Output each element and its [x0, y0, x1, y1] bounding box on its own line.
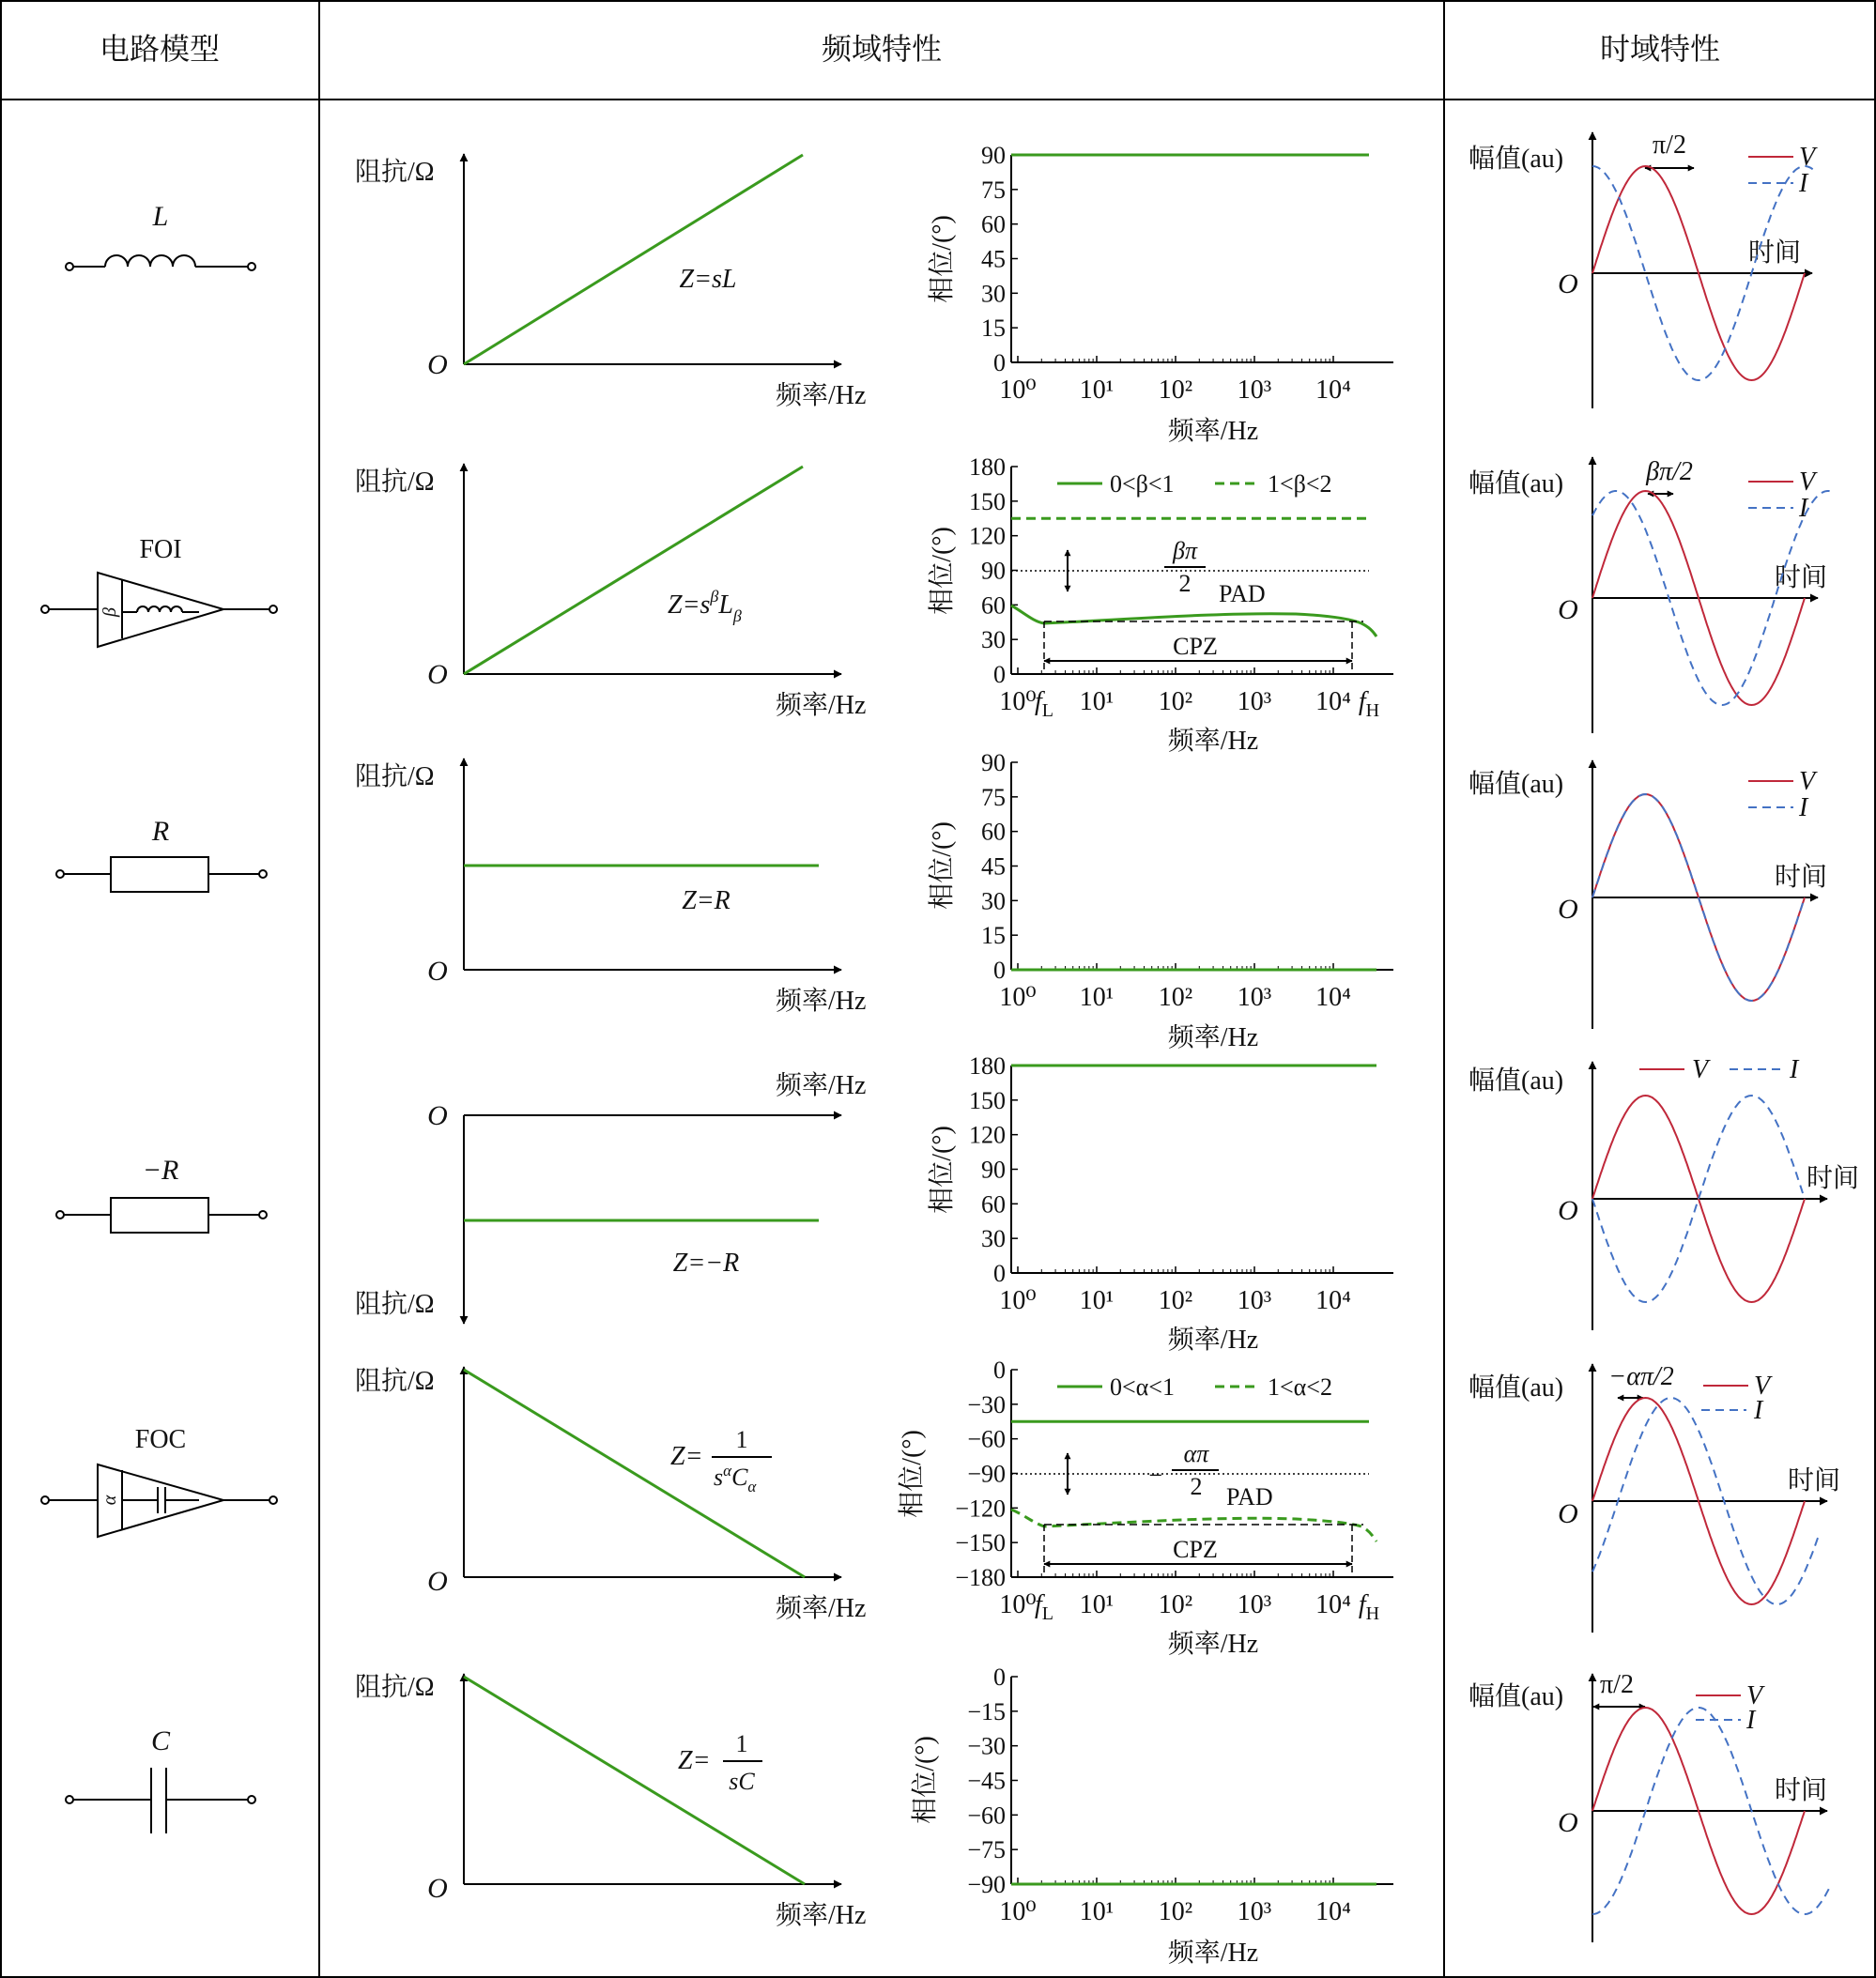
fl-label: $f_L$	[1035, 687, 1053, 721]
phase-x-tick-label: 10⁴	[1315, 1590, 1351, 1619]
time-origin: O	[1558, 1498, 1578, 1529]
phase-y-tick-label: 30	[981, 280, 1006, 308]
phase-x-tick-label: 10⁴	[1315, 1286, 1351, 1315]
row-negative-resistor	[56, 1052, 1859, 1355]
legend-i-label: I	[1799, 793, 1808, 822]
foc-order-symbol: α	[100, 1495, 120, 1506]
fh-label: $f_H$	[1358, 1590, 1380, 1624]
phase-plot	[927, 142, 1393, 446]
pad-fraction-prefix: −	[1148, 1462, 1162, 1489]
impedance-x-label: 频率/Hz	[776, 691, 867, 720]
impedance-y-label: 阻抗/Ω	[355, 762, 435, 791]
phase-plot	[927, 453, 1393, 756]
impedance-origin: O	[427, 1100, 448, 1131]
phase-x-tick-label: 10²	[1158, 1590, 1193, 1619]
legend-v-label: V	[1754, 1372, 1771, 1401]
row-foi	[41, 453, 1830, 756]
phase-x-tick-label: 10³	[1237, 687, 1272, 716]
phase-plot	[897, 1357, 1393, 1659]
phase-y-tick-label: 90	[981, 1156, 1006, 1184]
row-foc	[41, 1357, 1840, 1659]
phase-y-tick-label: −15	[967, 1697, 1006, 1725]
pad-label: PAD	[1219, 580, 1266, 607]
pad-fraction-den: 2	[1178, 570, 1192, 597]
impedance-formula: Z=sL	[679, 265, 737, 294]
phase-y-tick-label: 75	[981, 176, 1006, 204]
time-y-label: 幅值(au)	[1469, 1066, 1564, 1096]
resistor-symbol	[56, 857, 267, 892]
time-plot	[1469, 457, 1830, 733]
phase-x-tick-label: 10⁴	[1315, 983, 1351, 1012]
time-origin: O	[1558, 268, 1578, 299]
phase-plot	[927, 749, 1393, 1052]
time-y-label: 幅值(au)	[1469, 1682, 1564, 1711]
phase-y-tick-label: 180	[969, 453, 1006, 481]
phase-x-tick-label: 10³	[1237, 1590, 1272, 1619]
impedance-y-label: 阻抗/Ω	[355, 468, 435, 497]
impedance-formula-num: 1	[735, 1426, 748, 1453]
time-plot	[1469, 760, 1827, 1029]
legend-i-label: I	[1754, 1396, 1763, 1425]
phase-x-tick-label: 10⁴	[1315, 376, 1351, 405]
impedance-formula-num: 1	[735, 1730, 748, 1757]
phase-y-tick-label: 15	[981, 314, 1006, 343]
cpz-label: CPZ	[1173, 633, 1218, 660]
phase-x-tick-label: 10²	[1158, 376, 1193, 405]
phase-y-tick-label: −75	[967, 1836, 1006, 1864]
phase-y-tick-label: −30	[967, 1390, 1006, 1418]
phase-y-tick-label: 0	[993, 957, 1006, 984]
phase-x-tick-label: 10³	[1237, 376, 1272, 405]
legend-v-label: V	[1746, 1681, 1763, 1710]
impedance-origin: O	[427, 659, 448, 690]
phase-y-tick-label: 60	[981, 591, 1006, 620]
phase-shift-label: π/2	[1653, 130, 1686, 160]
phase-x-tick-label: 10¹	[1079, 983, 1115, 1012]
phase-y-tick-label: 90	[981, 749, 1006, 776]
phase-y-label: 相位/(°)	[928, 215, 957, 303]
time-x-label: 时间	[1774, 1776, 1828, 1805]
time-y-label: 幅值(au)	[1469, 145, 1564, 174]
component-label: L	[152, 201, 169, 232]
time-x-label: 时间	[1774, 563, 1828, 592]
phase-x-tick-label: 10²	[1158, 687, 1193, 716]
time-plot	[1469, 1670, 1830, 1942]
phase-y-tick-label: −60	[967, 1802, 1006, 1830]
phase-x-tick-label: 10³	[1237, 983, 1272, 1012]
header-circuit-model: 电路模型	[99, 32, 221, 66]
phase-y-tick-label: 90	[981, 142, 1006, 169]
phase-y-tick-label: 0	[993, 1664, 1006, 1691]
phase-x-tick-label: 10⁰	[999, 687, 1037, 716]
phase-x-tick-label: 10⁰	[999, 1286, 1037, 1315]
phase-y-tick-label: 150	[969, 487, 1006, 515]
legend-i-label: I	[1799, 169, 1808, 198]
cpz-label: CPZ	[1173, 1536, 1218, 1563]
phase-y-label: 相位/(°)	[928, 527, 957, 615]
phase-x-tick-label: 10³	[1237, 1286, 1272, 1315]
phase-y-tick-label: 45	[981, 245, 1006, 273]
pad-label: PAD	[1226, 1483, 1273, 1510]
time-axes	[1592, 1674, 1827, 1942]
legend-v-label: V	[1799, 767, 1816, 796]
phase-axes-lines	[1011, 1066, 1393, 1273]
inductor-symbol	[66, 255, 255, 270]
phase-x-tick-label: 10¹	[1079, 1590, 1115, 1619]
phase-y-tick-label: 0	[993, 349, 1006, 376]
time-origin: O	[1558, 594, 1578, 625]
impedance-formula-den: sC	[729, 1768, 755, 1795]
time-y-label: 幅值(au)	[1469, 1373, 1564, 1403]
resistor-symbol	[56, 1198, 267, 1233]
phase-x-tick-label: 10⁰	[999, 1590, 1037, 1619]
time-axes	[1592, 132, 1812, 408]
phase-y-tick-label: −30	[967, 1732, 1006, 1760]
row-inductor	[66, 130, 1818, 446]
foi-symbol	[41, 573, 277, 647]
legend-i-label: I	[1790, 1055, 1799, 1084]
phase-x-tick-label: 10²	[1158, 983, 1193, 1012]
legend-solid-label: 0<β<1	[1110, 470, 1175, 498]
component-label: −R	[142, 1155, 179, 1186]
header-frequency-domain: 频域特性	[821, 32, 943, 66]
legend-dashed-label: 1<α<2	[1268, 1373, 1332, 1401]
impedance-y-label: 阻抗/Ω	[355, 1673, 435, 1702]
phase-plot	[910, 1664, 1393, 1968]
impedance-origin: O	[427, 956, 448, 987]
phase-x-tick-label: 10¹	[1079, 687, 1115, 716]
phase-axes-lines	[1011, 1677, 1393, 1884]
phase-shift-label: βπ/2	[1646, 457, 1693, 486]
pad-fraction-num: απ	[1183, 1440, 1209, 1467]
row-resistor	[56, 749, 1827, 1052]
phase-y-tick-label: −45	[967, 1767, 1006, 1795]
phase-y-tick-label: 90	[981, 557, 1006, 585]
impedance-curve	[464, 467, 803, 674]
impedance-origin: O	[427, 1873, 448, 1904]
phase-y-tick-label: 30	[981, 887, 1006, 915]
phase-x-tick-label: 10⁴	[1315, 687, 1351, 716]
impedance-x-label: 频率/Hz	[776, 987, 867, 1016]
legend-i-label: I	[1746, 1706, 1756, 1735]
component-label: R	[151, 816, 170, 847]
time-y-label: 幅值(au)	[1469, 770, 1564, 799]
impedance-x-label: 频率/Hz	[776, 1594, 867, 1623]
phase-x-tick-label: 10¹	[1079, 376, 1115, 405]
phase-y-tick-label: −90	[967, 1871, 1006, 1898]
impedance-y-label: 阻抗/Ω	[355, 1367, 435, 1396]
phase-y-label: 相位/(°)	[928, 821, 957, 910]
impedance-formula-lhs: Z=	[670, 1442, 703, 1471]
phase-x-tick-label: 10⁰	[999, 376, 1037, 405]
phase-y-tick-label: 60	[981, 818, 1006, 846]
phase-x-tick-label: 10⁰	[999, 983, 1037, 1012]
phase-x-tick-label: 10²	[1158, 1897, 1193, 1926]
impedance-y-label: 阻抗/Ω	[355, 1290, 435, 1319]
phase-y-tick-label: 30	[981, 626, 1006, 654]
pad-fraction-num: βπ	[1173, 537, 1197, 564]
fh-label: $f_H$	[1358, 687, 1380, 721]
impedance-origin: O	[427, 1566, 448, 1597]
legend-dashed-label: 1<β<2	[1268, 470, 1332, 498]
phase-y-tick-label: −120	[955, 1495, 1006, 1523]
impedance-plot	[355, 464, 866, 720]
legend-i-label: I	[1799, 494, 1808, 523]
phase-y-tick-label: 60	[981, 210, 1006, 238]
phase-y-tick-label: −60	[967, 1425, 1006, 1453]
phase-y-tick-label: 0	[993, 1357, 1006, 1384]
time-plot	[1469, 1055, 1859, 1330]
phase-y-label: 相位/(°)	[928, 1126, 957, 1214]
phase-y-tick-label: 180	[969, 1052, 1006, 1080]
phase-x-tick-label: 10²	[1158, 1286, 1193, 1315]
phase-y-tick-label: 45	[981, 852, 1006, 881]
header-time-domain: 时域特性	[1599, 32, 1721, 66]
phase-y-tick-label: 0	[993, 1260, 1006, 1287]
phase-x-label: 频率/Hz	[1167, 727, 1259, 756]
time-y-label: 幅值(au)	[1469, 469, 1564, 498]
phase-x-tick-label: 10³	[1237, 1897, 1272, 1926]
legend-solid-label: 0<α<1	[1110, 1373, 1175, 1401]
phase-y-tick-label: 30	[981, 1225, 1006, 1253]
phase-plot	[927, 1052, 1393, 1355]
phase-y-tick-label: 120	[969, 1121, 1006, 1149]
phase-shift-label: π/2	[1600, 1670, 1634, 1699]
time-x-label: 时间	[1774, 863, 1828, 892]
time-origin: O	[1558, 1807, 1578, 1838]
fl-label: $f_L$	[1035, 1590, 1053, 1624]
phase-x-label: 频率/Hz	[1167, 1023, 1259, 1052]
phase-y-tick-label: 0	[993, 661, 1006, 688]
time-axes	[1592, 1364, 1827, 1633]
time-plot	[1469, 130, 1818, 408]
impedance-plot	[355, 1672, 866, 1930]
legend-v-label: V	[1799, 468, 1816, 497]
phase-x-tick-label: 10⁴	[1315, 1897, 1351, 1926]
table-header	[100, 32, 1720, 66]
impedance-origin: O	[427, 349, 448, 380]
phase-y-tick-label: −90	[967, 1460, 1006, 1488]
impedance-x-label: 频率/Hz	[776, 1901, 867, 1930]
phase-x-label: 频率/Hz	[1167, 1326, 1259, 1355]
phase-y-tick-label: 120	[969, 522, 1006, 550]
impedance-x-label: 频率/Hz	[776, 1071, 867, 1100]
phase-x-tick-label: 10¹	[1079, 1286, 1115, 1315]
pad-fraction-den: 2	[1190, 1473, 1203, 1500]
impedance-formula: $Z=s^\beta L_\beta$	[668, 587, 742, 625]
impedance-curve	[464, 1370, 805, 1577]
phase-y-tick-label: −150	[955, 1529, 1006, 1557]
phase-y-tick-label: −180	[955, 1564, 1006, 1591]
foi-order-symbol: β	[100, 607, 120, 617]
legend-v-label: V	[1799, 143, 1816, 172]
phase-shift-label: −απ/2	[1608, 1362, 1674, 1391]
impedance-curve	[464, 155, 803, 364]
legend-v-label: V	[1692, 1055, 1709, 1084]
time-origin: O	[1558, 1195, 1578, 1226]
phase-y-tick-label: 15	[981, 922, 1006, 950]
component-label: C	[150, 1725, 171, 1756]
phase-x-tick-label: 10⁰	[999, 1897, 1037, 1926]
impedance-formula: Z=−R	[672, 1249, 740, 1278]
time-axes	[1592, 1062, 1827, 1330]
time-origin: O	[1558, 894, 1578, 925]
phase-x-label: 频率/Hz	[1167, 417, 1259, 446]
time-axes	[1592, 760, 1818, 1029]
impedance-plot	[355, 1070, 866, 1324]
capacitor-symbol	[66, 1768, 255, 1833]
phase-x-tick-label: 10¹	[1079, 1897, 1115, 1926]
phase-axes-lines	[1011, 155, 1393, 362]
impedance-formula: Z=R	[682, 886, 730, 915]
phase-y-tick-label: 75	[981, 783, 1006, 811]
phase-y-tick-label: 150	[969, 1086, 1006, 1114]
phase-y-label: 相位/(°)	[898, 1430, 927, 1518]
impedance-formula-lhs: Z=	[678, 1746, 711, 1775]
phase-y-label: 相位/(°)	[911, 1736, 940, 1824]
impedance-plot	[355, 1366, 866, 1623]
phase-y-tick-label: 60	[981, 1190, 1006, 1219]
phase-x-label: 频率/Hz	[1167, 1630, 1259, 1659]
time-x-label: 时间	[1787, 1466, 1841, 1495]
phase-axes-lines	[1011, 762, 1393, 970]
impedance-x-label: 频率/Hz	[776, 381, 867, 410]
impedance-plot	[355, 154, 866, 410]
component-label: FOC	[134, 1425, 187, 1454]
time-plot	[1469, 1362, 1840, 1633]
foc-symbol	[41, 1464, 277, 1537]
impedance-plot	[355, 759, 866, 1016]
row-capacitor	[66, 1664, 1830, 1968]
time-x-label: 时间	[1747, 238, 1802, 268]
phase-x-label: 频率/Hz	[1167, 1939, 1259, 1968]
impedance-y-label: 阻抗/Ω	[355, 158, 435, 187]
time-x-label: 时间	[1806, 1164, 1860, 1193]
impedance-formula-den: $s^\alpha C_\alpha$	[714, 1462, 757, 1495]
component-label: FOI	[139, 535, 182, 564]
